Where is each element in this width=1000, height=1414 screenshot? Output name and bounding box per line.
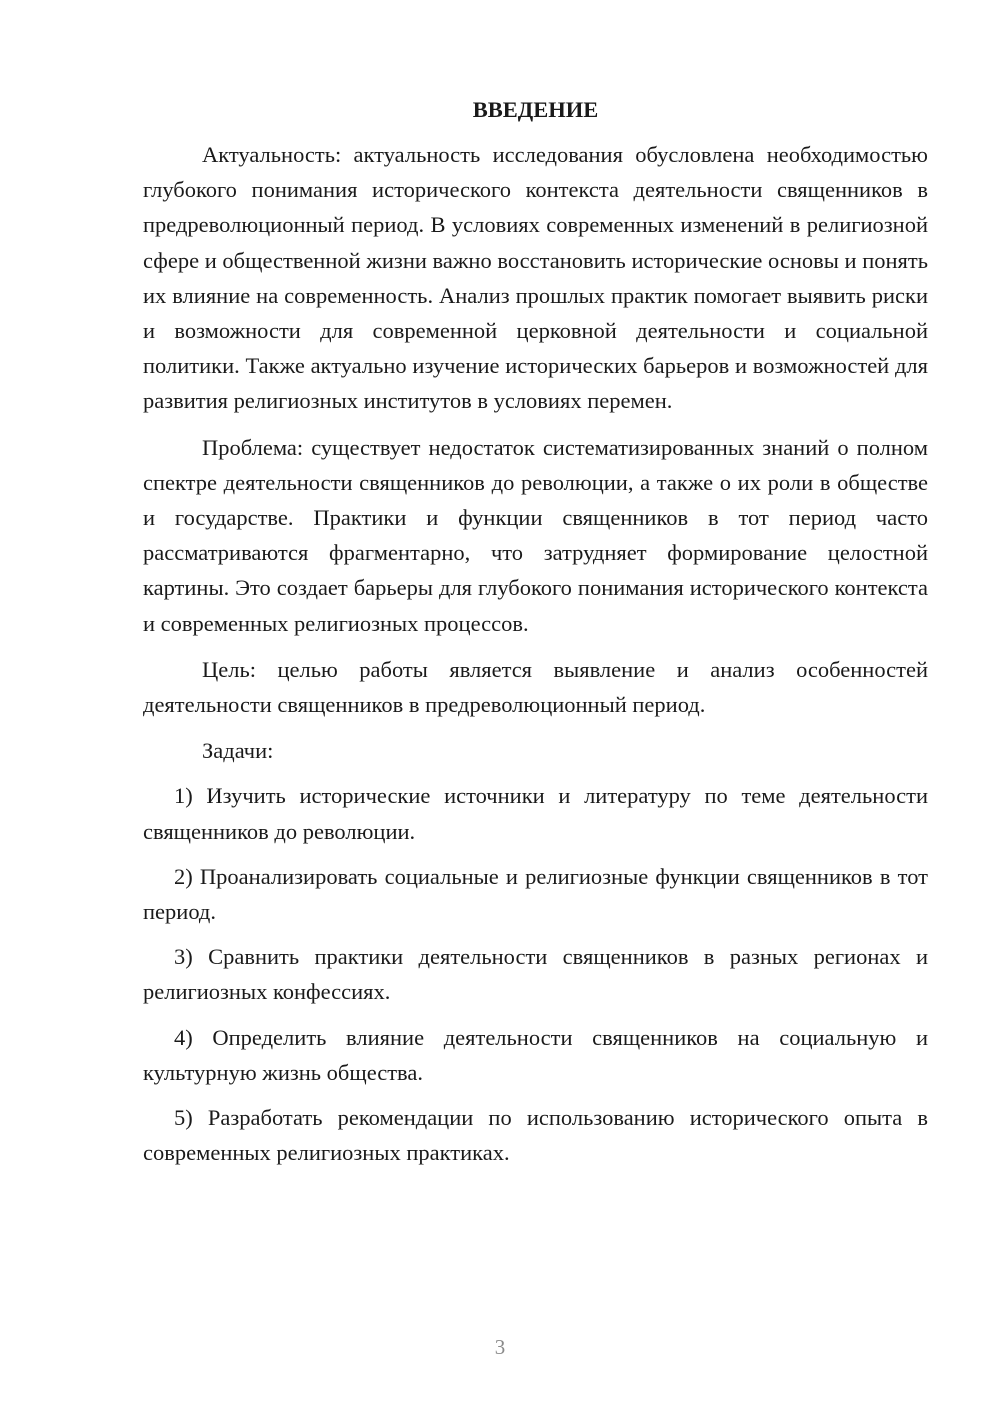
tasks-list	[143, 778, 928, 1170]
task-item-5: 5) Разработать рекомендации по использованию исторического опыта в современных религиозных практиках.	[143, 1105, 928, 1166]
task-item-4: 4) Определить влияние деятельности священников на социальную и культурную жизнь общества.	[143, 1024, 928, 1085]
page-body	[143, 92, 928, 1170]
task-item-3: 3) Сравнить практики деятельности священников в разных регионах и религиозных конфессиях.	[143, 944, 928, 1005]
task-item-1: 1) Изучить исторические источники и литературу по теме деятельности священников до революции.	[143, 783, 928, 844]
page-number: 3	[494, 1335, 506, 1359]
goal-paragraph: Цель: целью работы является выявление и анализ особенностей деятельности священников в предреволюционный период.	[143, 656, 928, 718]
section-title: ВВЕДЕНИЕ	[472, 97, 599, 122]
relevance-paragraph: Актуальность: актуальность исследования обусловлена необходимостью глубокого понимания исторического контекста деятельности священников в предреволюционный период. В условиях современных изменений в религиозной сфере и общественной жизни важно восстановить исторические основы и понять их влияние на современность. Анализ прошлых практик помогает выявить риски и возможности для современной церковной деятельности и социальной политики. Также актуально изучение исторических барьеров и возможностей для развития религиозных институтов в условиях перемен.	[143, 142, 928, 414]
task-item-2: 2) Проанализировать социальные и религиозные функции священников в тот период.	[143, 863, 928, 925]
tasks-heading: Задачи:	[202, 738, 274, 764]
problem-paragraph: Проблема: существует недостаток систематизированных знаний о полном спектре деятельности священников до революции, а также о их роли в обществе и государстве. Практики и функции священников в тот период часто рассматриваются фрагментарно, что затрудняет формирование целостной картины. Это создает барьеры для глубокого понимания исторического контекста и современных религиозных процессов.	[143, 434, 928, 636]
